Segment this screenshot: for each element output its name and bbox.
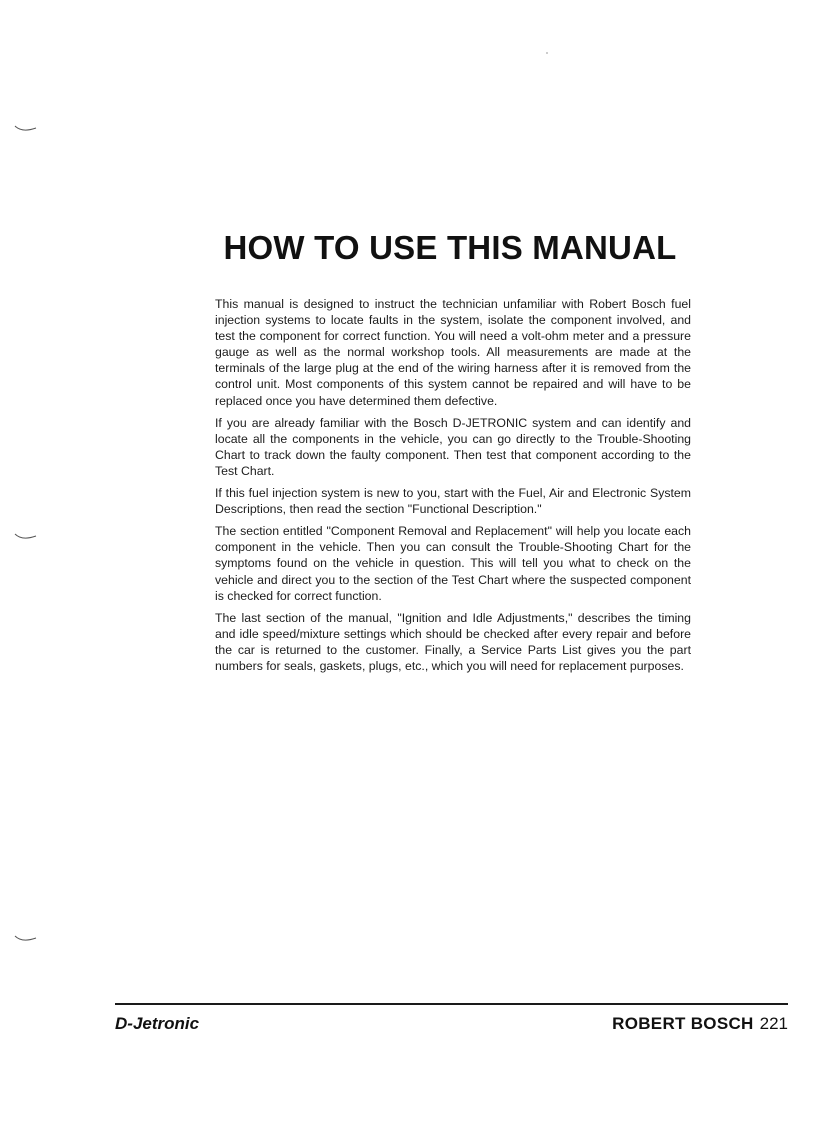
body-text — [215, 296, 691, 680]
paragraph-component-removal: The section entitled "Component Removal and Replacement" will help you locate each component in the vehicle. Then you can consult the Trouble-Shooting Chart for the symptoms found on the vehicle in question. This will tell you what to check on the vehicle and direct you to the section of the Test Chart where the suspected component is checked for correct function. — [215, 524, 691, 603]
paragraph-intro: This manual is designed to instruct the technician unfamiliar with Robert Bosch fuel injection systems to locate faults in the system, isolate the component involved, and test the component for correct function. You will need a volt-ohm meter and a pressure gauge as well as the normal workshop tools. All measurements are made at the terminals of the large plug at the end of the wiring harness after it is removed from the control unit. Most components of this system cannot be repaired and will have to be replaced once you have determined them defective. — [215, 297, 691, 408]
footer-publisher — [612, 1014, 788, 1034]
paragraph-new-users: If this fuel injection system is new to you, start with the Fuel, Air and Electronic System Descriptions, then read the section "Functional Description." — [215, 486, 691, 517]
footer-manual-name: D-Jetronic — [115, 1014, 200, 1033]
binding-hole-mark — [14, 124, 38, 134]
binding-hole-mark — [14, 934, 38, 944]
binding-hole-mark — [14, 532, 38, 542]
scan-speck — [546, 52, 548, 54]
footer-rule — [115, 1003, 788, 1005]
page-number: 221 — [759, 1014, 788, 1033]
page-title: HOW TO USE THIS MANUAL — [223, 229, 677, 266]
paragraph-familiar-users: If you are already familiar with the Bosch D-JETRONIC system and can identify and locate all the components in the vehicle, you can go directly to the Trouble-Shooting Chart to track down the faulty component. Then test that component according to the Test Chart. — [215, 415, 691, 478]
paragraph-ignition-idle: The last section of the manual, "Ignition and Idle Adjustments," describes the timing and idle speed/mixture settings which should be checked after every repair and before the car is returned to the customer. Finally, a Service Parts List gives you the part numbers for seals, gaskets, plugs, etc., which you will need for replacement purposes. — [215, 610, 691, 673]
footer-brand: ROBERT BOSCH — [612, 1014, 754, 1033]
